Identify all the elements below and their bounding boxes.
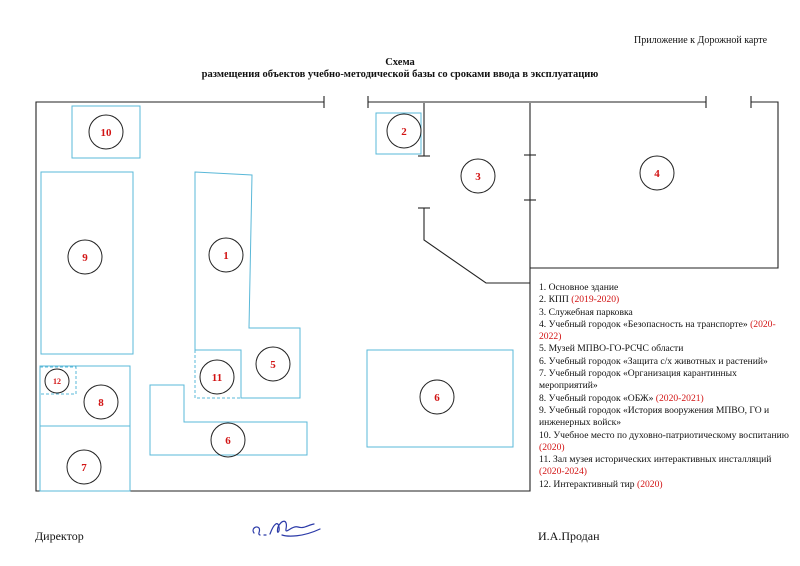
outline-object-1-5 — [195, 172, 300, 398]
label-1: 1 — [223, 250, 229, 262]
label-2: 2 — [401, 126, 407, 138]
legend-item: 10. Учебное место по духовно-патриотическому воспитанию (2020) — [539, 429, 789, 453]
label-3: 3 — [475, 171, 481, 183]
legend-item: 4. Учебный городок «Безопасность на транспорте» (2020-2022) — [539, 318, 776, 343]
outline-object-6-right — [367, 350, 513, 447]
legend — [539, 282, 789, 491]
legend-item: 9. Учебный городок «История вооружения МПВО, ГО и инженерных войск» — [539, 404, 770, 429]
legend-item: 3. Служебная парковка — [539, 306, 633, 318]
legend-item: 12. Интерактивный тир (2020) — [539, 478, 663, 490]
label-6: 6 — [225, 435, 231, 447]
label-7: 7 — [81, 462, 87, 474]
wall-main-perimeter — [36, 102, 530, 491]
wall-right-block — [530, 102, 778, 268]
legend-item: 6. Учебный городок «Защита с/х животных и растений» — [539, 355, 768, 367]
legend-item: 11. Зал музея исторических интерактивных инсталляций (2020-2024) — [539, 454, 772, 478]
label-4: 4 — [654, 168, 660, 180]
scheme-title: Схема — [385, 57, 415, 68]
legend-item: 8. Учебный городок «ОБЖ» (2020-2021) — [539, 392, 704, 404]
signature-image — [248, 515, 328, 543]
scheme-subtitle: размещения объектов учебно-методической базы со сроками ввода в эксплуатацию — [201, 69, 599, 80]
legend-item: 7. Учебный городок «Организация карантинных мероприятий» — [539, 368, 737, 392]
appendix-note: Приложение к Дорожной карте — [634, 35, 768, 46]
object-outlines — [40, 106, 513, 491]
label-8: 8 — [98, 397, 104, 409]
label-10: 10 — [100, 127, 112, 139]
legend-item: 1. Основное здание — [539, 282, 619, 293]
signatory-name: И.А.Продан — [538, 529, 600, 543]
legend-item: 2. КПП (2019-2020) — [539, 294, 620, 306]
label-11: 11 — [211, 372, 223, 384]
label-5: 5 — [270, 359, 276, 371]
wall-parking-bottom — [424, 208, 530, 283]
label-9: 9 — [82, 252, 88, 264]
label-12: 12 — [53, 377, 61, 386]
legend-item: 5. Музей МПВО-ГО-РСЧС области — [539, 343, 684, 355]
label-6-right: 6 — [434, 392, 440, 404]
director-label: Директор — [35, 529, 84, 543]
outline-object-7 — [40, 426, 130, 491]
outline-object-2 — [376, 113, 421, 154]
